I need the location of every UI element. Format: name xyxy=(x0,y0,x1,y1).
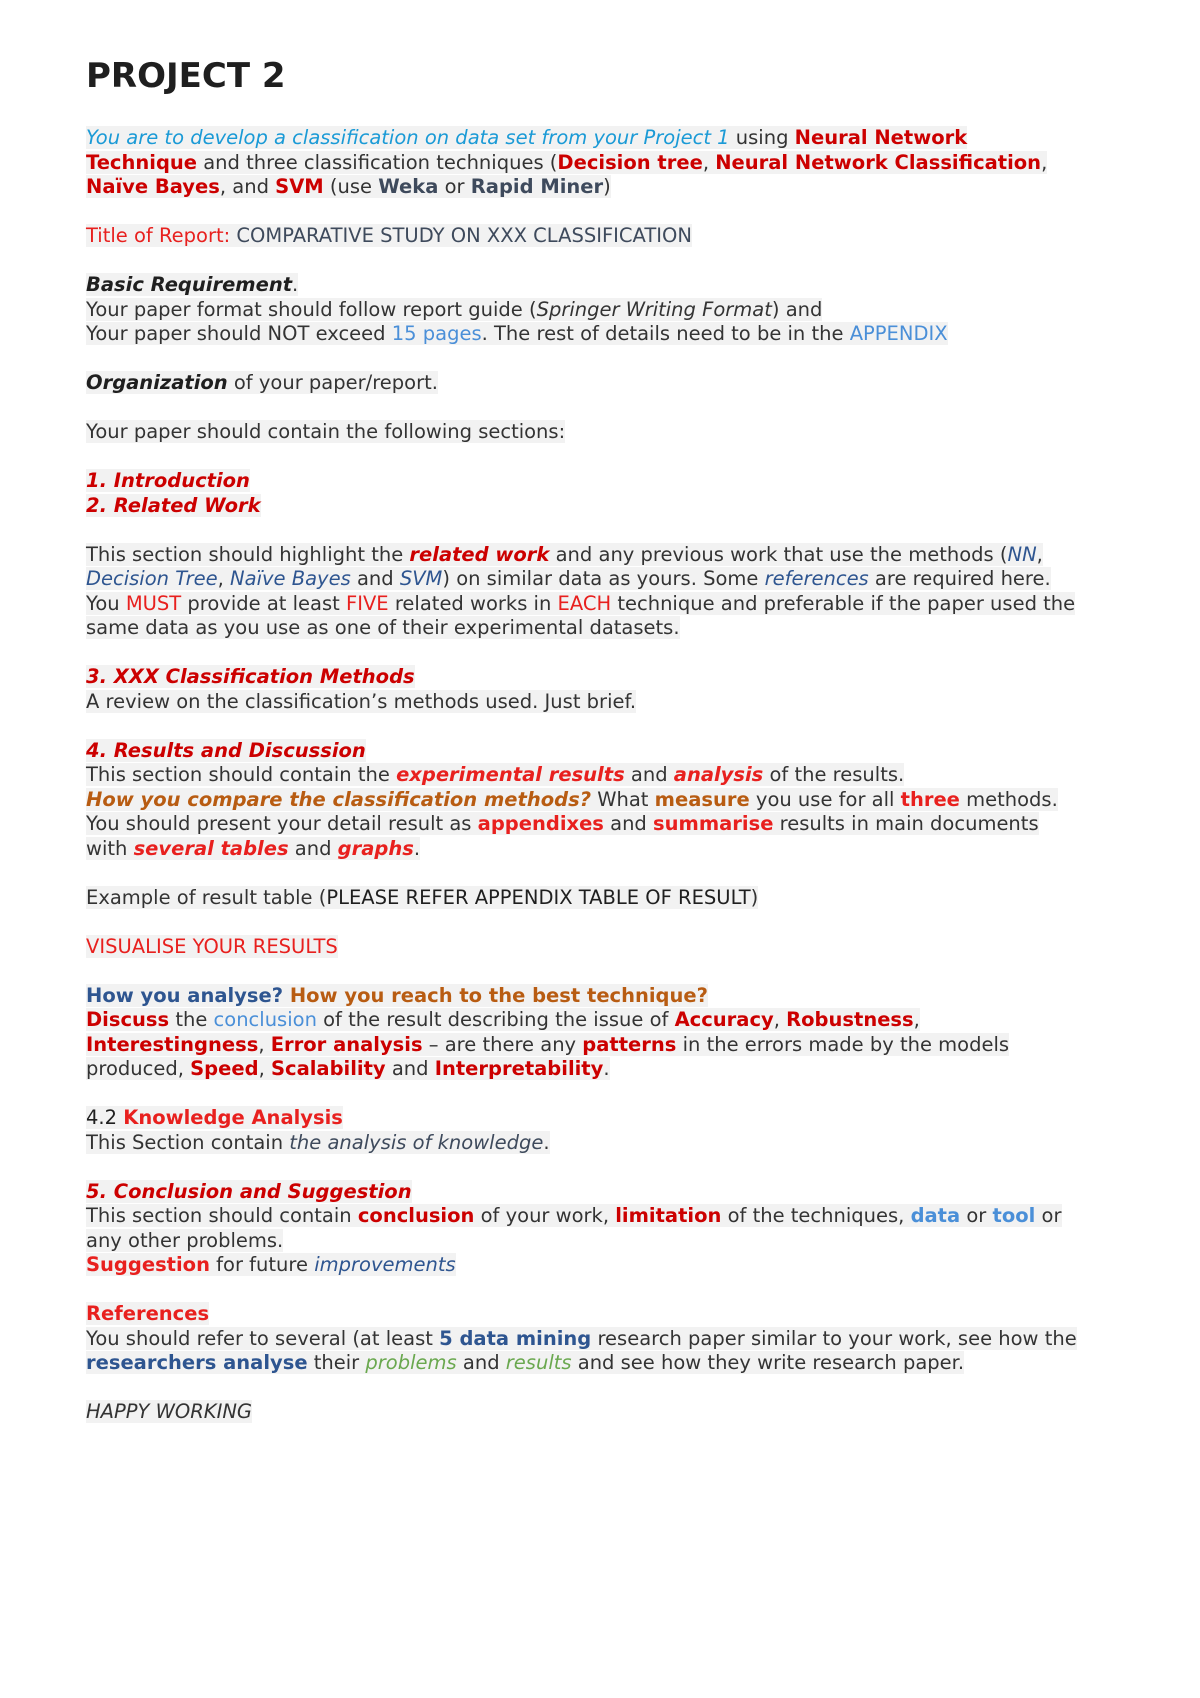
conclusion-text: conclusion xyxy=(357,1204,475,1227)
conclusion-text: tool xyxy=(992,1204,1036,1227)
analysis-text: Scalability xyxy=(270,1057,386,1080)
analysis-text: Interpretability xyxy=(434,1057,604,1080)
references-label: References xyxy=(86,1302,210,1325)
intro-text: or xyxy=(438,175,471,198)
results-text: You should present your detail result as xyxy=(86,812,478,835)
results-text: analysis xyxy=(673,763,764,786)
requirement-text: ) and xyxy=(771,297,823,321)
example-text: ) xyxy=(750,885,759,909)
section-5-text: 5. Conclusion and Suggestion xyxy=(86,1179,412,1203)
related-text: Decision Tree xyxy=(86,567,218,590)
intro-text: and three classification techniques ( xyxy=(197,150,558,174)
intro-text: Rapid Miner xyxy=(470,175,604,198)
analysis-text: , xyxy=(258,1057,271,1080)
results-text: and xyxy=(288,836,338,860)
results-text: methods. xyxy=(959,787,1058,811)
intro-text: (use xyxy=(323,175,379,198)
conclusion-body xyxy=(86,1204,1080,1253)
references-text: researchers analyse xyxy=(86,1351,308,1374)
references-text: and xyxy=(456,1351,506,1374)
organization-label: Organization xyxy=(86,371,228,394)
related-work-paragraph xyxy=(86,543,1080,641)
results-text: three xyxy=(900,787,960,811)
section-headings-1-2 xyxy=(86,469,1080,518)
results-text: How you compare the classification methods? xyxy=(86,787,592,811)
related-text: SVM xyxy=(399,567,443,590)
conclusion-text: of your work, xyxy=(474,1204,616,1227)
organization-line xyxy=(86,371,1080,396)
references-text: You should refer to several (at least xyxy=(86,1326,440,1350)
results-text: summarise xyxy=(653,812,774,835)
analysis-text: the xyxy=(169,1008,214,1031)
section-1-heading xyxy=(86,469,1080,494)
related-text: Naïve Bayes xyxy=(230,567,351,590)
report-title-value: COMPARATIVE STUDY ON XXX CLASSIFICATION xyxy=(230,224,692,247)
requirement-text: . The rest of details need to be in the xyxy=(481,322,850,345)
basic-requirement-heading xyxy=(86,273,1080,298)
closing-line xyxy=(86,1400,1080,1425)
intro-text: using xyxy=(729,126,795,149)
results-text: . xyxy=(413,836,421,860)
example-line xyxy=(86,886,1080,911)
related-text: related works in xyxy=(388,591,558,615)
intro-text: , xyxy=(702,150,716,174)
results-text: you use for all xyxy=(749,787,901,811)
section-4-2-number: 4.2 xyxy=(86,1106,124,1129)
conclusion-text: data xyxy=(910,1204,961,1227)
section-5-block xyxy=(86,1180,1080,1278)
conclusion-text: of the techniques, xyxy=(721,1204,911,1227)
related-text: related work xyxy=(409,542,550,566)
section-2-text: 2. Related Work xyxy=(86,493,261,517)
basic-requirement-dot: . xyxy=(292,273,299,296)
related-text: EACH xyxy=(557,591,612,615)
conclusion-text: or any other problems. xyxy=(86,1204,1062,1252)
related-text: provide at least xyxy=(181,591,346,615)
sections-intro-text: Your paper should contain the following sections: xyxy=(86,420,566,443)
analysis-text: – are there any xyxy=(422,1032,583,1056)
document-title: PROJECT 2 xyxy=(86,56,286,96)
section-4-2-block xyxy=(86,1106,1080,1155)
references-text: research paper similar to your work, see how the xyxy=(591,1326,1077,1350)
results-text: and xyxy=(603,812,654,835)
analysis-text: Robustness xyxy=(786,1008,914,1031)
suggestion-line xyxy=(86,1253,1080,1278)
related-text: technique and preferable if the paper used the same data as you use as one of their experimental datasets. xyxy=(86,591,1076,639)
section-4-2-label: Knowledge Analysis xyxy=(123,1106,343,1129)
section-4-text: 4. Results and Discussion xyxy=(86,738,366,762)
related-text: , xyxy=(217,567,231,590)
results-text: measure xyxy=(654,787,750,811)
analysis-text: in the errors made by the models produced, xyxy=(86,1032,1010,1080)
related-text: are required here. You xyxy=(86,567,1051,615)
example-text: PLEASE REFER APPENDIX TABLE OF RESULT xyxy=(326,885,751,909)
results-line-2 xyxy=(86,788,1080,813)
conclusion-text: or xyxy=(960,1204,993,1227)
basic-requirement-block xyxy=(86,273,1080,347)
analysis-text: conclusion xyxy=(213,1008,317,1031)
section-3-text: 3. XXX Classification Methods xyxy=(86,665,415,688)
visualise-text: VISUALISE YOUR RESULTS xyxy=(86,934,338,958)
visualise-line xyxy=(86,935,1080,960)
report-title-label: Title of Report: xyxy=(86,224,231,247)
organization-text: of your paper/report. xyxy=(227,371,438,394)
analysis-text: patterns xyxy=(582,1032,677,1056)
related-text: NN xyxy=(1007,542,1037,566)
results-text: and xyxy=(624,763,674,786)
suggestion-text: for future xyxy=(209,1253,315,1276)
section-4-2-heading xyxy=(86,1106,1080,1131)
intro-text: , xyxy=(1041,150,1048,174)
analysis-text: . xyxy=(603,1057,610,1080)
analysis-text: Interestingness xyxy=(86,1032,259,1056)
intro-text: Decision tree xyxy=(557,150,703,174)
references-body xyxy=(86,1327,1080,1376)
analysis-text: How you reach to the best technique? xyxy=(283,983,708,1007)
results-text: results in main documents with xyxy=(86,812,1039,860)
section-4-2-text: This Section contain xyxy=(86,1130,290,1154)
results-text: graphs xyxy=(337,836,414,860)
section-4-heading xyxy=(86,739,1080,764)
intro-text: ) xyxy=(603,175,611,198)
analysis-text: , xyxy=(913,1008,920,1031)
intro-text: Naïve Bayes xyxy=(86,175,220,198)
intro-text: SVM xyxy=(275,175,324,198)
references-text: results xyxy=(505,1351,572,1374)
basic-requirement-line-1 xyxy=(86,298,1080,323)
section-1-text: 1. Introduction xyxy=(86,469,250,492)
references-text: and see how they write research paper. xyxy=(571,1351,965,1374)
analysis-text: Accuracy xyxy=(674,1008,774,1031)
references-text: 5 data mining xyxy=(439,1326,592,1350)
related-text: ) on similar data as yours. Some xyxy=(442,567,765,590)
requirement-text: Springer Writing Format xyxy=(536,297,772,321)
intro-text: , and xyxy=(219,175,276,198)
section-3-body xyxy=(86,690,1080,715)
suggestion-text: improvements xyxy=(314,1253,456,1276)
related-text: MUST xyxy=(125,591,182,615)
requirement-text: Your paper should NOT exceed xyxy=(86,322,392,345)
results-text: several tables xyxy=(133,836,289,860)
references-heading xyxy=(86,1302,1080,1327)
section-3-block xyxy=(86,665,1080,714)
section-4-2-text: . xyxy=(543,1130,550,1154)
analysis-paragraph xyxy=(86,984,1080,1082)
related-text: references xyxy=(764,567,869,590)
analysis-text: Error analysis xyxy=(270,1032,423,1056)
section-3-body-text: A review on the classification’s methods used. Just brief. xyxy=(86,689,637,713)
basic-requirement-line-2 xyxy=(86,322,1080,347)
intro-text: You are to develop a classification on data set from your Project 1 xyxy=(86,126,730,149)
related-text: FIVE xyxy=(346,591,389,615)
results-text: appendixes xyxy=(477,812,604,835)
conclusion-text: limitation xyxy=(615,1204,722,1227)
example-text: Example of result table ( xyxy=(86,885,327,909)
results-line-3 xyxy=(86,812,1080,861)
analysis-text: and xyxy=(385,1057,435,1080)
results-text: experimental results xyxy=(396,763,625,786)
references-block xyxy=(86,1302,1080,1376)
related-text: , xyxy=(1036,542,1043,566)
requirement-text: APPENDIX xyxy=(849,322,948,345)
intro-text: Neural Network Technique xyxy=(86,126,968,174)
intro-text: Weka xyxy=(378,175,439,198)
references-text: problems xyxy=(365,1351,457,1374)
requirement-text: Your paper format should follow report guide ( xyxy=(86,297,537,321)
section-4-2-body xyxy=(86,1131,1080,1156)
references-text: their xyxy=(307,1351,366,1374)
analysis-text: , xyxy=(258,1032,271,1056)
section-4-2-text: the analysis of knowledge xyxy=(289,1130,544,1154)
results-text: What xyxy=(591,787,655,811)
results-text: of the results. xyxy=(763,763,905,786)
section-2-heading xyxy=(86,494,1080,519)
section-4-block xyxy=(86,739,1080,862)
basic-requirement-label: Basic Requirement xyxy=(86,273,293,296)
results-text: This section should contain the xyxy=(86,763,397,786)
section-3-heading xyxy=(86,665,1080,690)
conclusion-text: This section should contain xyxy=(86,1204,358,1227)
section-5-heading xyxy=(86,1180,1080,1205)
analysis-text: Discuss xyxy=(86,1008,170,1031)
related-text: and xyxy=(350,567,400,590)
report-title-line xyxy=(86,224,1080,249)
closing-text: HAPPY WORKING xyxy=(86,1400,253,1423)
requirement-text: 15 pages xyxy=(391,322,482,345)
sections-intro xyxy=(86,420,1080,445)
intro-paragraph xyxy=(86,126,1080,200)
results-line-1 xyxy=(86,763,1080,788)
analysis-text: , xyxy=(773,1008,787,1031)
intro-text: Neural Network Classification xyxy=(715,150,1042,174)
related-text: This section should highlight the xyxy=(86,542,410,566)
suggestion-text: Suggestion xyxy=(86,1253,210,1276)
analysis-text: Speed xyxy=(190,1057,259,1080)
analysis-text: of the result describing the issue of xyxy=(316,1008,675,1031)
related-text: and any previous work that use the methods ( xyxy=(549,542,1008,566)
analysis-text: How you analyse? xyxy=(86,983,284,1007)
